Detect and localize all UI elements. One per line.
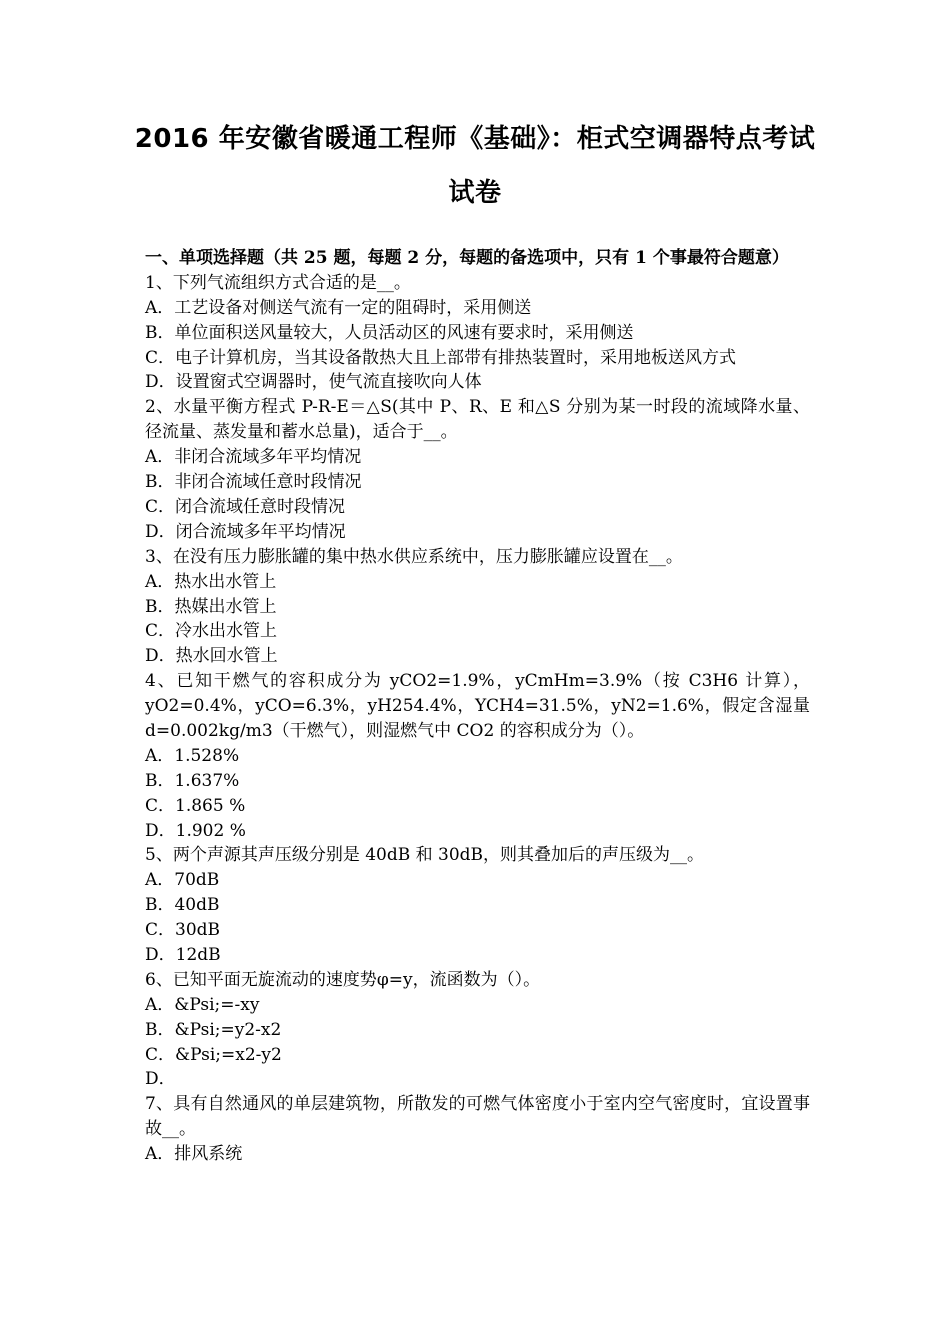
question-1-stem: 1、下列气流组织方式合适的是__。 bbox=[145, 272, 411, 293]
question-5-option-b: B．40dB bbox=[145, 895, 220, 916]
question-2-option-b: B．非闭合流域任意时段情况 bbox=[145, 472, 362, 493]
question-4-option-c: C．1.865 % bbox=[145, 795, 246, 816]
question-5-option-a: A．70dB bbox=[145, 870, 220, 891]
question-6-option-c: C．&Psi;=x2-y2 bbox=[145, 1044, 282, 1065]
question-1-option-a: A．工艺设备对侧送气流有一定的阻碍时，采用侧送 bbox=[145, 297, 532, 318]
document-title-line-2: 试卷 bbox=[448, 178, 502, 208]
question-4-option-d: D．1.902 % bbox=[145, 820, 246, 841]
question-3-stem: 3、在没有压力膨胀罐的集中热水供应系统中，压力膨胀罐应设置在__。 bbox=[145, 546, 683, 567]
question-4-option-b: B．1.637% bbox=[145, 770, 240, 791]
question-3-option-a: A．热水出水管上 bbox=[145, 571, 277, 592]
question-4-stem: 4、已知干燃气的容积成分为 yCO2=1.9%，yCmHm=3.9%（按 C3H6 计算），yO2=0.4%，yCO=6.3%，yH254.4%，YCH4=31.5%，yN2=1.6%，假定含湿量 d=0.002kg/m3（干燃气），则湿燃气中 CO2 的容积成分为（）。 bbox=[145, 671, 810, 741]
question-4-option-a: A．1.528% bbox=[145, 745, 240, 766]
question-5-option-c: C．30dB bbox=[145, 920, 221, 941]
document-title-line-1: 2016 年安徽省暖通工程师《基础》：柜式空调器特点考试 bbox=[134, 124, 816, 154]
question-3-option-c: C．冷水出水管上 bbox=[145, 621, 278, 642]
question-2-stem: 2、水量平衡方程式 P-R-E＝△S(其中 P、R、E 和△S 分别为某一时段的流域降水量、径流量、蒸发量和蓄水总量)，适合于__。 bbox=[145, 397, 810, 443]
question-6-option-a: A．&Psi;=-xy bbox=[145, 994, 260, 1015]
question-3-option-b: B．热媒出水管上 bbox=[145, 596, 277, 617]
question-6-stem: 6、已知平面无旋流动的速度势φ=y，流函数为（）。 bbox=[145, 969, 541, 990]
question-3-option-d: D．热水回水管上 bbox=[145, 646, 278, 667]
question-7-stem: 7、具有自然通风的单层建筑物，所散发的可燃气体密度小于室内空气密度时，宜设置事故__。 bbox=[145, 1094, 810, 1140]
section-heading: 一、单项选择题（共 25 题，每题 2 分，每题的备选项中，只有 1 个事最符合题意） bbox=[145, 248, 789, 268]
question-1-option-c: C．电子计算机房，当其设备散热大且上部带有排热装置时，采用地板送风方式 bbox=[145, 347, 737, 368]
question-7-option-a: A．排风系统 bbox=[145, 1144, 243, 1165]
question-1-option-b: B．单位面积送风量较大，人员活动区的风速有要求时，采用侧送 bbox=[145, 322, 634, 343]
question-1-option-d: D．设置窗式空调器时，使气流直接吹向人体 bbox=[145, 372, 482, 393]
question-6-option-d: D． bbox=[145, 1069, 176, 1090]
question-2-option-c: C．闭合流域任意时段情况 bbox=[145, 496, 346, 517]
question-2-option-a: A．非闭合流域多年平均情况 bbox=[145, 447, 362, 468]
document-body bbox=[145, 246, 810, 1167]
question-5-option-d: D．12dB bbox=[145, 945, 221, 966]
question-6-option-b: B．&Psi;=y2-x2 bbox=[145, 1019, 282, 1040]
question-2-option-d: D．闭合流域多年平均情况 bbox=[145, 521, 346, 542]
question-5-stem: 5、两个声源其声压级分别是 40dB 和 30dB，则其叠加后的声压级为__。 bbox=[145, 845, 705, 866]
